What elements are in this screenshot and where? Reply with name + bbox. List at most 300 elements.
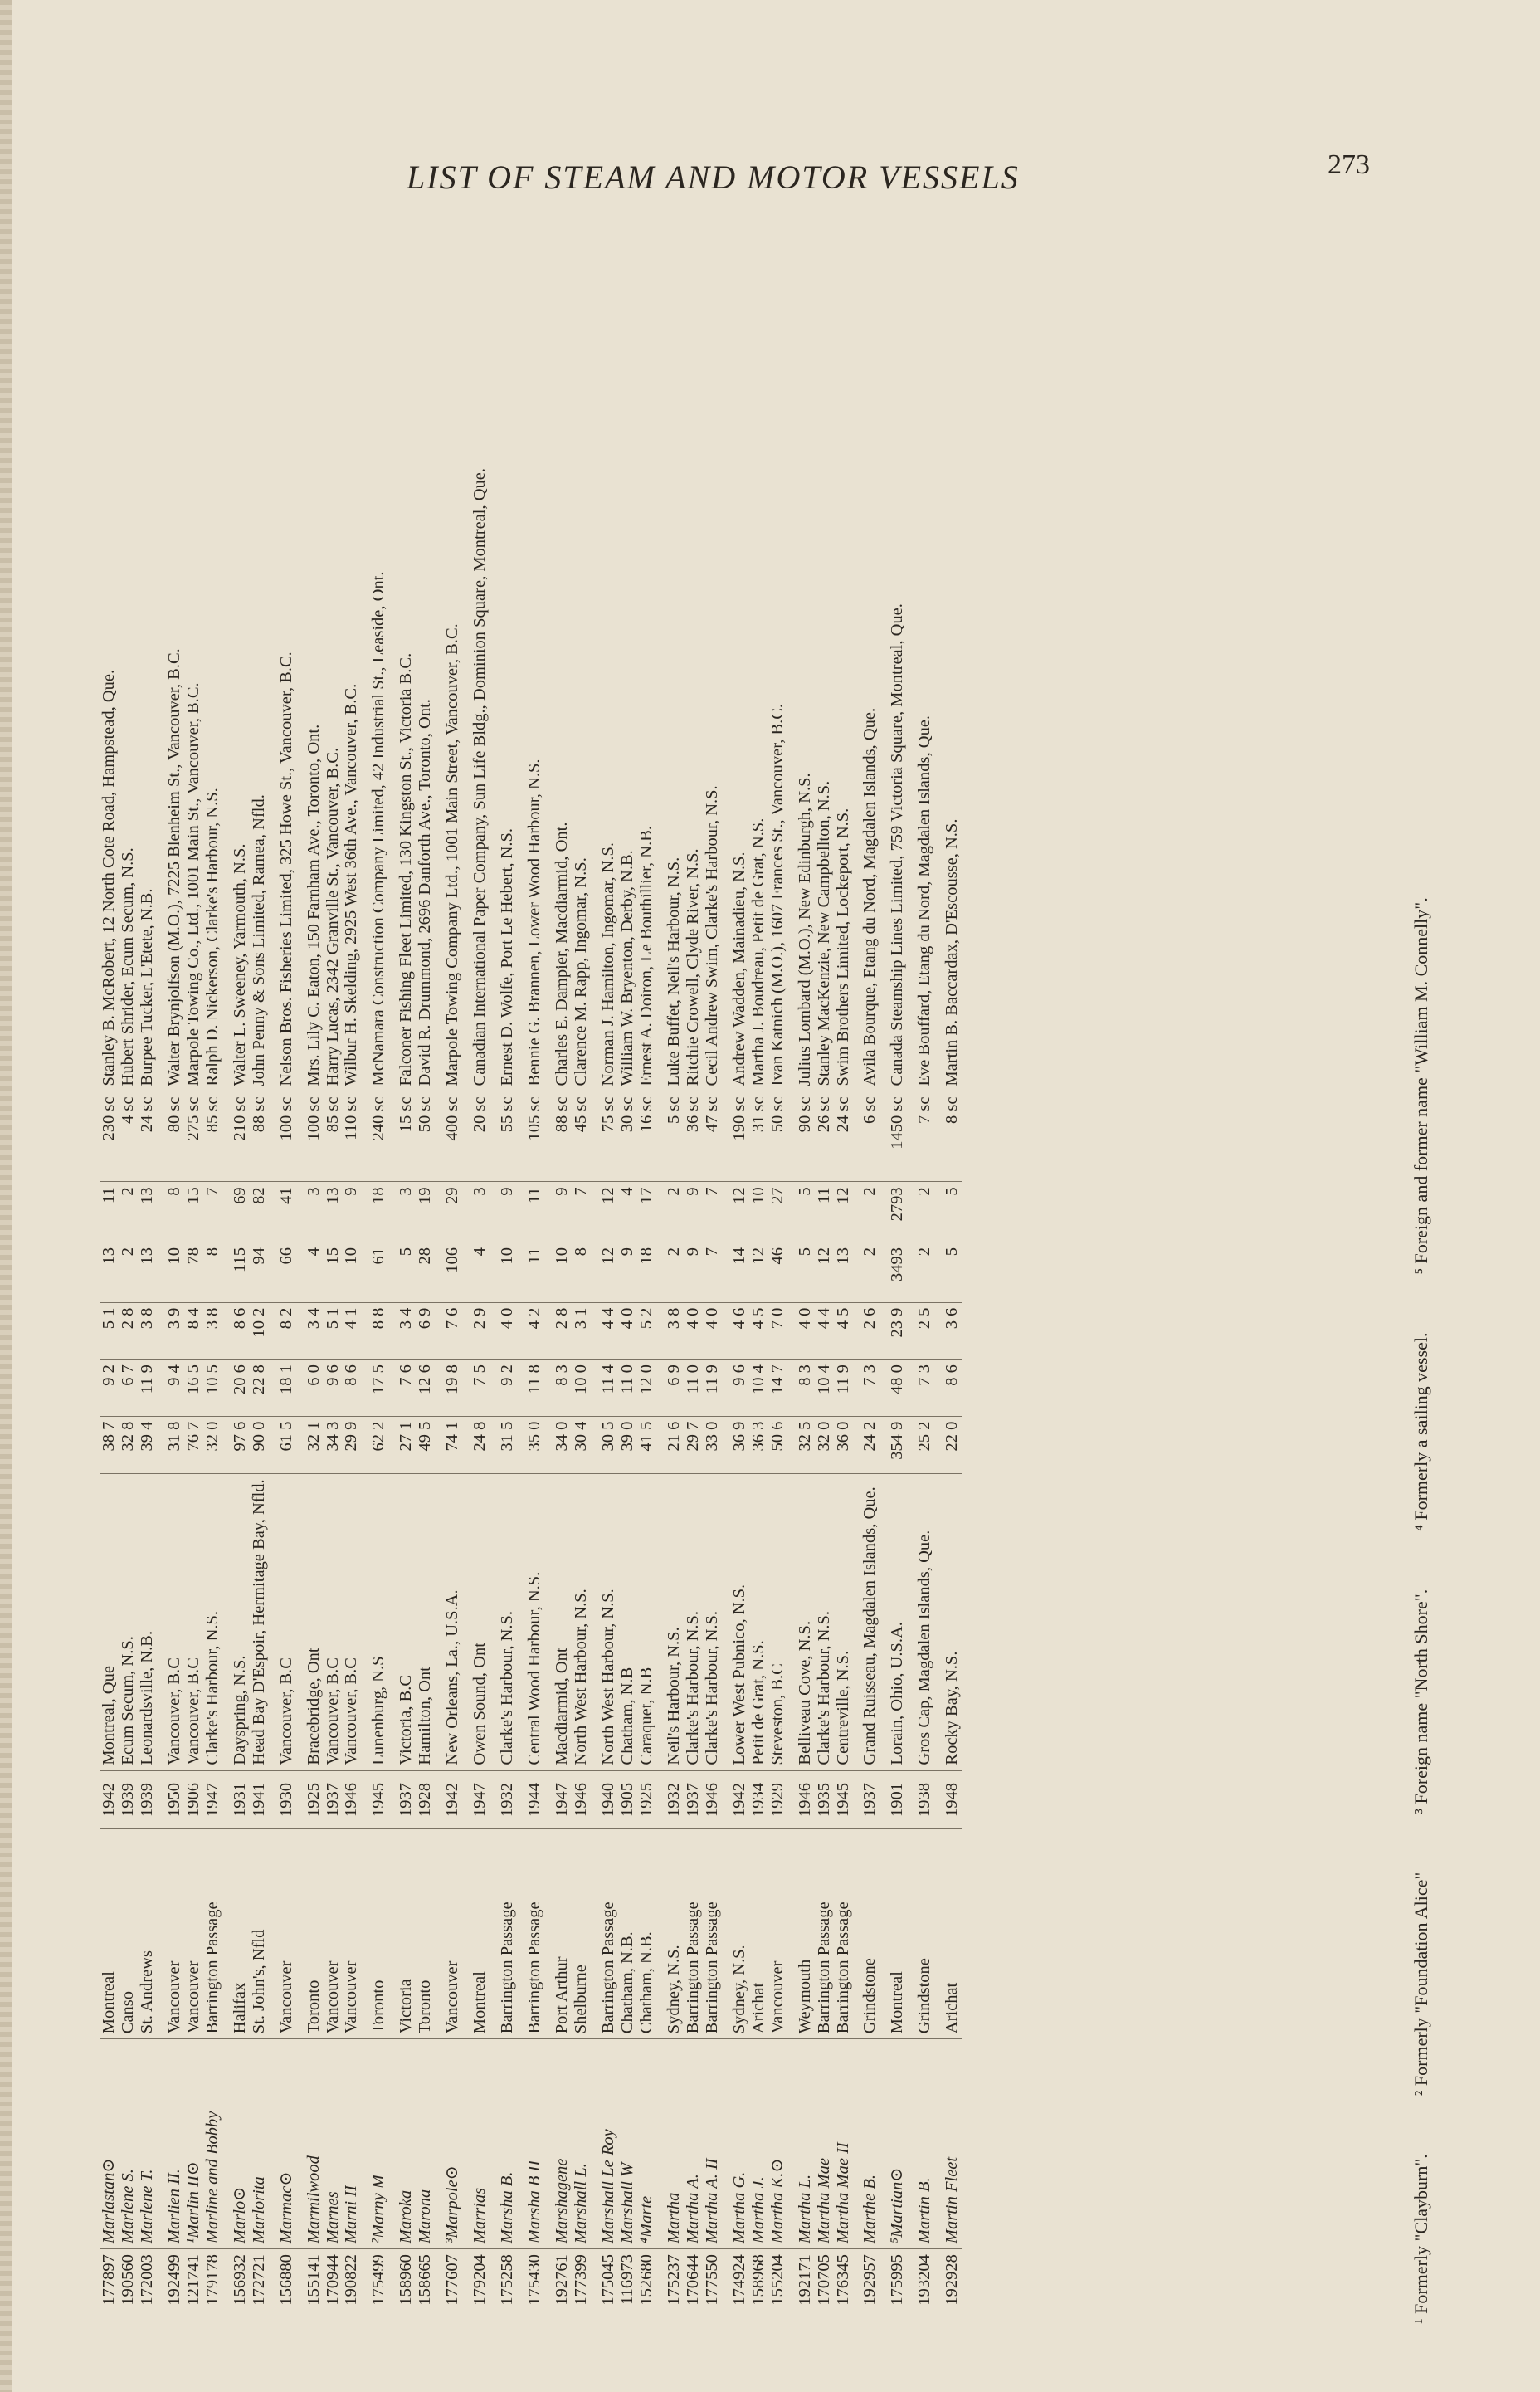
horsepower: 100 sc: [269, 1091, 296, 1182]
breadth: 7 6: [388, 1360, 416, 1417]
breadth: 18 1: [269, 1360, 296, 1417]
vessel-name: ¹Marlin II⊙: [184, 2039, 203, 2249]
breadth: 7 5: [462, 1360, 490, 1417]
year-built: 1937: [324, 1770, 343, 1829]
breadth: 10 0: [572, 1360, 591, 1417]
vessel-row: [934, 216, 962, 2324]
net-tonnage: 5: [787, 1182, 815, 1242]
length: 32 5: [787, 1416, 815, 1474]
vessel-name: Martha K.⊙: [768, 2039, 787, 2249]
depth: 4 4: [815, 1302, 834, 1360]
port-of-registry: Barrington Passage: [591, 1829, 618, 2039]
breadth: 8 6: [934, 1360, 962, 1417]
place-built: Victoria, B.C: [388, 1474, 416, 1770]
horsepower: 400 sc: [435, 1091, 462, 1182]
vessel-name: Martha J.: [749, 2039, 768, 2249]
port-of-registry: Barrington Passage: [703, 1829, 722, 2039]
port-of-registry: Sydney, N.S.: [722, 1829, 749, 2039]
vessel-name: Marni II: [342, 2039, 361, 2249]
length: 25 2: [907, 1416, 934, 1474]
depth: 8 8: [361, 1302, 388, 1360]
net-tonnage: 11: [100, 1182, 119, 1242]
net-tonnage: 18: [361, 1182, 388, 1242]
gross-tonnage: 10: [544, 1242, 572, 1303]
net-tonnage: 7: [203, 1182, 222, 1242]
port-of-registry: Toronto: [361, 1829, 388, 2039]
vessel-name: Marshagene: [544, 2039, 572, 2249]
gross-tonnage: 9: [618, 1242, 637, 1303]
net-tonnage: 9: [342, 1182, 361, 1242]
port-of-registry: Arichat: [749, 1829, 768, 2039]
vessel-name: Marsha B II: [517, 2039, 544, 2249]
year-built: 1942: [722, 1770, 749, 1829]
port-of-registry: Grindstone: [852, 1829, 880, 2039]
vessel-row: [572, 216, 591, 2324]
place-built: New Orleans, La., U.S.A.: [435, 1474, 462, 1770]
place-built: Ecum Secum, N.S.: [119, 1474, 138, 1770]
length: 27 1: [388, 1416, 416, 1474]
length: 34 3: [324, 1416, 343, 1474]
gross-tonnage: 10: [490, 1242, 517, 1303]
depth: 23 9: [880, 1302, 907, 1360]
breadth: 6 7: [119, 1360, 138, 1417]
breadth: 7 3: [907, 1360, 934, 1417]
port-of-registry: Vancouver: [184, 1829, 203, 2039]
depth: 4 2: [517, 1302, 544, 1360]
official-number: 155141: [296, 2249, 324, 2324]
owner-address: Avila Bourque, Etang du Nord, Magdalen Islands, Que.: [860, 707, 880, 1086]
depth: 2 5: [907, 1302, 934, 1360]
vessel-row: [722, 216, 749, 2324]
year-built: 1941: [250, 1770, 269, 1829]
owner-address: Ernest D. Wolfe, Port Le Hebert, N.S.: [498, 827, 517, 1086]
port-of-registry: Barrington Passage: [203, 1829, 222, 2039]
place-built: Clarke's Harbour, N.S.: [684, 1474, 703, 1770]
owner-address: Martha J. Boudreau, Petit de Grat, N.S.: [748, 818, 768, 1086]
length: 49 5: [416, 1416, 435, 1474]
vessel-row: [637, 216, 656, 2324]
footnotes: [1411, 216, 1460, 2324]
depth: 2 8: [119, 1302, 138, 1360]
vessel-name: Marlastan⊙: [100, 2039, 119, 2249]
length: 33 0: [703, 1416, 722, 1474]
owner-address: Eve Bouffard, Etang du Nord, Magdalen Islands, Que.: [915, 715, 934, 1086]
net-tonnage: 4: [618, 1182, 637, 1242]
place-built: Vancouver, B.C: [324, 1474, 343, 1770]
vessel-row: [787, 216, 815, 2324]
owner-address: Swim Brothers Limited, Lockeport, N.S.: [833, 808, 852, 1086]
year-built: 1946: [787, 1770, 815, 1829]
length: 30 4: [572, 1416, 591, 1474]
year-built: 1932: [656, 1770, 684, 1829]
port-of-registry: Chatham, N.B.: [618, 1829, 637, 2039]
place-built: Vancouver, B.C: [184, 1474, 203, 1770]
year-built: 1935: [815, 1770, 834, 1829]
owner-address: Canadian International Paper Company, Sun Life Bldg., Dominion Square, Montreal, Que.: [470, 467, 490, 1086]
year-built: 1931: [222, 1770, 250, 1829]
port-of-registry: Vancouver: [269, 1829, 296, 2039]
gross-tonnage: 5: [934, 1242, 962, 1303]
breadth: 12 0: [637, 1360, 656, 1417]
official-number: 158960: [388, 2249, 416, 2324]
gross-tonnage: 12: [591, 1242, 618, 1303]
place-built: Dayspring, N.S.: [222, 1474, 250, 1770]
net-tonnage: 12: [834, 1182, 853, 1242]
gross-tonnage: 4: [462, 1242, 490, 1303]
gross-tonnage: 106: [435, 1242, 462, 1303]
vessel-row: [703, 216, 722, 2324]
net-tonnage: 9: [544, 1182, 572, 1242]
official-number: 156932: [222, 2249, 250, 2324]
year-built: 1942: [100, 1770, 119, 1829]
vessel-name: Martin B.: [907, 2039, 934, 2249]
horsepower: 45 sc: [572, 1091, 591, 1182]
place-built: Macdiarmid, Ont: [544, 1474, 572, 1770]
horsepower: 88 sc: [250, 1091, 269, 1182]
depth: 4 1: [342, 1302, 361, 1360]
depth: 3 1: [572, 1302, 591, 1360]
year-built: 1946: [572, 1770, 591, 1829]
port-of-registry: Vancouver: [324, 1829, 343, 2039]
gross-tonnage: 10: [157, 1242, 184, 1303]
official-number: 155204: [768, 2249, 787, 2324]
official-number: 170944: [324, 2249, 343, 2324]
net-tonnage: 3: [462, 1182, 490, 1242]
official-number: 116973: [618, 2249, 637, 2324]
vessel-name: Martha: [656, 2039, 684, 2249]
length: 76 7: [184, 1416, 203, 1474]
length: 41 5: [637, 1416, 656, 1474]
breadth: 11 9: [703, 1360, 722, 1417]
depth: 6 9: [416, 1302, 435, 1360]
vessel-table-body: [100, 216, 962, 2324]
length: 90 0: [250, 1416, 269, 1474]
depth: 3 8: [203, 1302, 222, 1360]
year-built: 1937: [684, 1770, 703, 1829]
length: 74 1: [435, 1416, 462, 1474]
length: 34 0: [544, 1416, 572, 1474]
port-of-registry: St. Andrews: [138, 1829, 157, 2039]
place-built: Bracebridge, Ont: [296, 1474, 324, 1770]
year-built: 1945: [834, 1770, 853, 1829]
horsepower: 30 sc: [618, 1091, 637, 1182]
breadth: 6 9: [656, 1360, 684, 1417]
vessel-name: ⁴Marte: [637, 2039, 656, 2249]
vessel-name: Marshall W: [618, 2039, 637, 2249]
vessel-row: [517, 216, 544, 2324]
owner-address: Ivan Katnich (M.O.), 1607 Frances St., Vancouver, B.C.: [768, 703, 787, 1086]
breadth: 9 2: [490, 1360, 517, 1417]
place-built: Caraquet, N.B: [637, 1474, 656, 1770]
place-built: North West Harbour, N.S.: [591, 1474, 618, 1770]
breadth: 9 6: [722, 1360, 749, 1417]
depth: 3 8: [656, 1302, 684, 1360]
vessel-name: Maroka: [388, 2039, 416, 2249]
net-tonnage: 11: [815, 1182, 834, 1242]
year-built: 1905: [618, 1770, 637, 1829]
official-number: 190822: [342, 2249, 361, 2324]
vessel-row: [768, 216, 787, 2324]
footnote: ² Formerly "Foundation Alice": [1411, 1872, 1431, 2097]
vessel-name: Martha L.: [787, 2039, 815, 2249]
horsepower: 80 sc: [157, 1091, 184, 1182]
depth: 4 0: [703, 1302, 722, 1360]
horsepower: 88 sc: [544, 1091, 572, 1182]
official-number: 175045: [591, 2249, 618, 2324]
year-built: 1901: [880, 1770, 907, 1829]
official-number: 175995: [880, 2249, 907, 2324]
net-tonnage: 7: [572, 1182, 591, 1242]
gross-tonnage: 2: [656, 1242, 684, 1303]
year-built: 1938: [907, 1770, 934, 1829]
vessel-name: Martha G.: [722, 2039, 749, 2249]
year-built: 1939: [138, 1770, 157, 1829]
port-of-registry: Shelburne: [572, 1829, 591, 2039]
net-tonnage: 69: [222, 1182, 250, 1242]
owner-address: Wilbur H. Skelding, 2925 West 36th Ave., Vancouver, B.C.: [342, 683, 361, 1086]
vessel-name: Marshall Le Roy: [591, 2039, 618, 2249]
official-number: 175499: [361, 2249, 388, 2324]
year-built: 1939: [119, 1770, 138, 1829]
breadth: 20 6: [222, 1360, 250, 1417]
gross-tonnage: 94: [250, 1242, 269, 1303]
owner-address: Cecil Andrew Swim, Clarke's Harbour, N.S.: [702, 785, 721, 1086]
vessel-row: [656, 216, 684, 2324]
vessel-row: [100, 216, 119, 2324]
length: 24 2: [852, 1416, 880, 1474]
length: 62 2: [361, 1416, 388, 1474]
owner-address: Ralph D. Nickerson, Clarke's Harbour, N.S.: [202, 788, 222, 1086]
year-built: 1925: [637, 1770, 656, 1829]
breadth: 11 8: [517, 1360, 544, 1417]
length: 32 0: [815, 1416, 834, 1474]
official-number: 179178: [203, 2249, 222, 2324]
port-of-registry: Montreal: [462, 1829, 490, 2039]
vessel-row: [490, 216, 517, 2324]
vessel-name: Marlene S.: [119, 2039, 138, 2249]
length: 38 7: [100, 1416, 119, 1474]
owner-address: Bennie G. Brannen, Lower Wood Harbour, N.S.: [525, 759, 544, 1086]
place-built: Gros Cap, Magdalen Islands, Que.: [907, 1474, 934, 1770]
net-tonnage: 82: [250, 1182, 269, 1242]
port-of-registry: Toronto: [296, 1829, 324, 2039]
owner-address: Marpole Towing Co., Ltd., 1001 Main St., Vancouver, B.C.: [183, 682, 202, 1086]
owner-address: Ritchie Crowell, Clyde River, N.S.: [683, 848, 702, 1086]
vessel-table-rotated: [100, 216, 1394, 2324]
depth: 7 6: [435, 1302, 462, 1360]
horsepower: 5 sc: [656, 1091, 684, 1182]
vessel-row: [749, 216, 768, 2324]
breadth: 48 0: [880, 1360, 907, 1417]
vessel-name: Marona: [416, 2039, 435, 2249]
gross-tonnage: 8: [203, 1242, 222, 1303]
net-tonnage: 13: [324, 1182, 343, 1242]
breadth: 9 6: [324, 1360, 343, 1417]
net-tonnage: 29: [435, 1182, 462, 1242]
net-tonnage: 7: [703, 1182, 722, 1242]
place-built: Vancouver, B.C: [342, 1474, 361, 1770]
breadth: 11 9: [834, 1360, 853, 1417]
place-built: Owen Sound, Ont: [462, 1474, 490, 1770]
vessel-row: [269, 216, 296, 2324]
register-page: [50, 133, 1477, 2324]
place-built: Head Bay D'Espoir, Hermitage Bay, Nfld.: [250, 1474, 269, 1770]
port-of-registry: Barrington Passage: [815, 1829, 834, 2039]
depth: 3 4: [388, 1302, 416, 1360]
place-built: Central Wood Harbour, N.S.: [517, 1474, 544, 1770]
year-built: 1947: [203, 1770, 222, 1829]
vessel-row: [222, 216, 250, 2324]
owner-address: Charles E. Dampier, Macdiarmid, Ont.: [553, 822, 572, 1086]
horsepower: 7 sc: [907, 1091, 934, 1182]
owner-address: Mrs. Lily C. Eaton, 150 Farnham Ave., Toronto, Ont.: [304, 724, 323, 1086]
horsepower: 20 sc: [462, 1091, 490, 1182]
breadth: 17 5: [361, 1360, 388, 1417]
vessel-name: Marthe B.: [852, 2039, 880, 2249]
official-number: 174924: [722, 2249, 749, 2324]
net-tonnage: 41: [269, 1182, 296, 1242]
place-built: Lunenburg, N.S: [361, 1474, 388, 1770]
year-built: 1940: [591, 1770, 618, 1829]
depth: 4 0: [490, 1302, 517, 1360]
year-built: 1945: [361, 1770, 388, 1829]
gross-tonnage: 5: [787, 1242, 815, 1303]
horsepower: 75 sc: [591, 1091, 618, 1182]
owner-address: William W. Bryenton, Derby, N.B.: [617, 850, 636, 1086]
depth: 8 4: [184, 1302, 203, 1360]
net-tonnage: 15: [184, 1182, 203, 1242]
vessel-name: ⁵Martian⊙: [880, 2039, 907, 2249]
year-built: 1934: [749, 1770, 768, 1829]
length: 61 5: [269, 1416, 296, 1474]
net-tonnage: 8: [157, 1182, 184, 1242]
place-built: Clarke's Harbour, N.S.: [490, 1474, 517, 1770]
official-number: 192171: [787, 2249, 815, 2324]
vessel-name: ²Marny M: [361, 2039, 388, 2249]
official-number: 192928: [934, 2249, 962, 2324]
length: 21 6: [656, 1416, 684, 1474]
port-of-registry: Halifax: [222, 1829, 250, 2039]
length: 31 5: [490, 1416, 517, 1474]
horsepower: 26 sc: [815, 1091, 834, 1182]
owner-address: Ernest A. Doiron, Le Bouthillier, N.B.: [636, 826, 655, 1086]
length: 97 6: [222, 1416, 250, 1474]
horsepower: 230 sc: [100, 1091, 119, 1182]
owner-address: Walter L. Sweeney, Yarmouth, N.S.: [230, 843, 249, 1086]
breadth: 16 5: [184, 1360, 203, 1417]
official-number: 193204: [907, 2249, 934, 2324]
owner-address: McNamara Construction Company Limited, 42 Industrial St., Leaside, Ont.: [369, 571, 388, 1086]
vessel-table-viewport: [100, 216, 1394, 2324]
vessel-row: [416, 216, 435, 2324]
port-of-registry: Montreal: [880, 1829, 907, 2039]
net-tonnage: 27: [768, 1182, 787, 1242]
owner-address: Stanley B. McRobert, 12 North Cote Road, Hampstead, Que.: [100, 669, 118, 1086]
place-built: Centreville, N.S.: [834, 1474, 853, 1770]
vessel-row: [880, 216, 907, 2324]
port-of-registry: Barrington Passage: [684, 1829, 703, 2039]
length: 32 1: [296, 1416, 324, 1474]
vessel-name: Marlo⊙: [222, 2039, 250, 2249]
gross-tonnage: 115: [222, 1242, 250, 1303]
vessel-name: ³Marpole⊙: [435, 2039, 462, 2249]
breadth: 14 7: [768, 1360, 787, 1417]
depth: 5 1: [324, 1302, 343, 1360]
depth: 4 5: [749, 1302, 768, 1360]
depth: 2 6: [852, 1302, 880, 1360]
horsepower: 50 sc: [768, 1091, 787, 1182]
vessel-row: [815, 216, 834, 2324]
owner-address: Nelson Bros. Fisheries Limited, 325 Howe St., Vancouver, B.C.: [276, 652, 295, 1086]
place-built: Leonardsville, N.B.: [138, 1474, 157, 1770]
place-built: Petit de Grat, N.S.: [749, 1474, 768, 1770]
year-built: 1906: [184, 1770, 203, 1829]
depth: 3 4: [296, 1302, 324, 1360]
official-number: 170644: [684, 2249, 703, 2324]
official-number: 190560: [119, 2249, 138, 2324]
horsepower: 31 sc: [749, 1091, 768, 1182]
vessel-name: Marmac⊙: [269, 2039, 296, 2249]
port-of-registry: Arichat: [934, 1829, 962, 2039]
place-built: Montreal, Que: [100, 1474, 119, 1770]
vessel-row: [184, 216, 203, 2324]
net-tonnage: 3: [296, 1182, 324, 1242]
depth: 3 6: [934, 1302, 962, 1360]
depth: 10 2: [250, 1302, 269, 1360]
horsepower: 15 sc: [388, 1091, 416, 1182]
page-title: LIST OF STEAM AND MOTOR VESSELS: [407, 159, 1020, 196]
net-tonnage: 2793: [880, 1182, 907, 1242]
horsepower: 50 sc: [416, 1091, 435, 1182]
depth: 4 0: [684, 1302, 703, 1360]
depth: 2 8: [544, 1302, 572, 1360]
vessel-row: [342, 216, 361, 2324]
gross-tonnage: 28: [416, 1242, 435, 1303]
net-tonnage: 2: [119, 1182, 138, 1242]
official-number: 175258: [490, 2249, 517, 2324]
place-built: Clarke's Harbour, N.S.: [203, 1474, 222, 1770]
owner-address: Walter Brynjolfson (M.O.), 7225 Blenheim St., Vancouver, B.C.: [164, 648, 183, 1086]
owner-address: Julius Lombard (M.O.), New Edinburgh, N.S.: [795, 773, 814, 1086]
gross-tonnage: 8: [572, 1242, 591, 1303]
vessel-row: [462, 216, 490, 2324]
length: 29 9: [342, 1416, 361, 1474]
vessel-row: [907, 216, 934, 2324]
net-tonnage: 12: [722, 1182, 749, 1242]
horsepower: 16 sc: [637, 1091, 656, 1182]
vessel-name: Martha A.: [684, 2039, 703, 2249]
length: 39 4: [138, 1416, 157, 1474]
net-tonnage: 2: [907, 1182, 934, 1242]
port-of-registry: St. John's, Nfld: [250, 1829, 269, 2039]
owner-address: Burpee Tucker, L'Etete, N.B.: [137, 888, 156, 1086]
year-built: 1947: [462, 1770, 490, 1829]
vessel-row: [684, 216, 703, 2324]
official-number: 192761: [544, 2249, 572, 2324]
horsepower: 24 sc: [834, 1091, 853, 1182]
official-number: 156880: [269, 2249, 296, 2324]
depth: 5 2: [637, 1302, 656, 1360]
length: 36 9: [722, 1416, 749, 1474]
net-tonnage: 17: [637, 1182, 656, 1242]
year-built: 1946: [703, 1770, 722, 1829]
official-number: 172721: [250, 2249, 269, 2324]
owner-address: Falconer Fishing Fleet Limited, 130 Kingston St., Victoria B.C.: [397, 652, 416, 1086]
vessel-row: [388, 216, 416, 2324]
vessel-name: Marlien II.: [157, 2039, 184, 2249]
horsepower: 55 sc: [490, 1091, 517, 1182]
net-tonnage: 2: [656, 1182, 684, 1242]
